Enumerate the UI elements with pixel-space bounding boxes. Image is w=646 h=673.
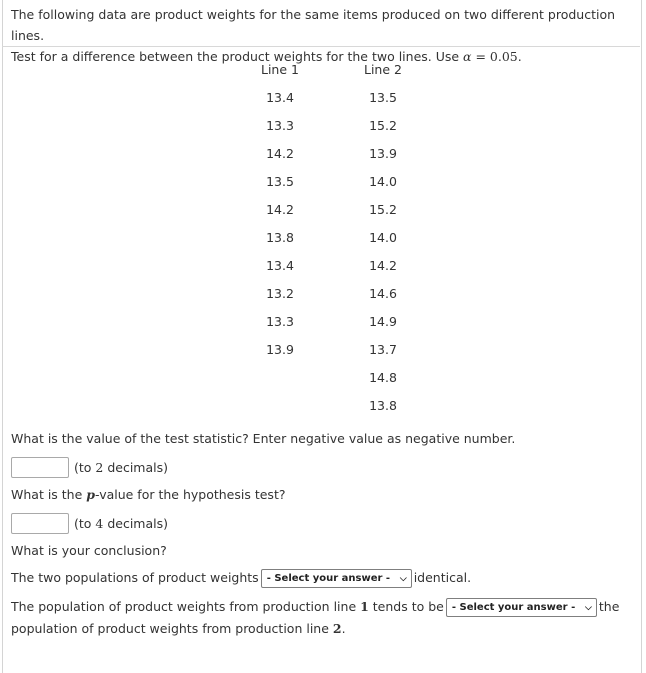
line-1-value: 14.2 bbox=[266, 202, 294, 217]
hint-decimals-count: 4 bbox=[95, 516, 104, 531]
conclusion-2-prefix: The population of product weights from production line bbox=[11, 599, 361, 614]
alpha-symbol: α bbox=[463, 49, 472, 64]
problem-statement bbox=[11, 4, 636, 67]
conclusion-1-select[interactable] bbox=[261, 569, 412, 588]
conclusion-1-suffix: identical. bbox=[413, 570, 472, 585]
p-symbol: p bbox=[86, 487, 96, 502]
hint-suffix: decimals) bbox=[103, 460, 169, 475]
intro-line-2-text: Test for a difference between the product weights for the two lines. Use bbox=[11, 49, 464, 64]
line-2-value: 14.0 bbox=[369, 174, 397, 189]
hint-prefix: (to bbox=[74, 460, 96, 475]
production-line-number-2: 2 bbox=[332, 621, 342, 636]
p-question-suffix: -value for the hypothesis test? bbox=[95, 487, 286, 502]
line-2-value: 13.5 bbox=[369, 90, 397, 105]
line-2-value: 14.6 bbox=[369, 286, 397, 301]
line-1-value: 13.3 bbox=[266, 118, 294, 133]
line-1-value: 14.2 bbox=[266, 146, 294, 161]
test-statistic-input[interactable] bbox=[11, 457, 69, 478]
production-line-number-1: 1 bbox=[360, 599, 369, 614]
test-statistic-answer-row bbox=[11, 457, 168, 478]
line-1-value: 13.5 bbox=[266, 174, 294, 189]
line-1-value: 13.4 bbox=[266, 258, 294, 273]
conclusion-1-select-value: - Select your answer - bbox=[266, 573, 391, 584]
line-2-value: 14.0 bbox=[369, 230, 397, 245]
conclusion-1-prefix: The two populations of product weights bbox=[11, 570, 259, 585]
line-1-value: 13.8 bbox=[266, 230, 294, 245]
conclusion-sentence-2 bbox=[11, 596, 636, 640]
line-2-value: 15.2 bbox=[369, 202, 397, 217]
line-2-value: 14.8 bbox=[369, 370, 397, 385]
line-2-value: 13.7 bbox=[369, 342, 397, 357]
column-header-line-2: Line 2 bbox=[364, 62, 402, 77]
test-statistic-hint bbox=[74, 460, 168, 475]
alpha-value: = 0.05 bbox=[471, 49, 518, 64]
conclusion-2-suffix: the bbox=[598, 599, 620, 614]
p-value-input[interactable] bbox=[11, 513, 69, 534]
line-2-value: 14.2 bbox=[369, 258, 397, 273]
line-2-value: 14.9 bbox=[369, 314, 397, 329]
p-value-answer-row bbox=[11, 513, 168, 534]
line-2-value: 13.8 bbox=[369, 398, 397, 413]
hint-suffix: decimals) bbox=[103, 516, 169, 531]
question-conclusion: What is your conclusion? bbox=[11, 543, 167, 558]
chevron-down-icon: ⌵ bbox=[399, 573, 407, 584]
p-question-prefix: What is the bbox=[11, 487, 87, 502]
conclusion-sentence-1 bbox=[11, 569, 471, 588]
line-1-value: 13.4 bbox=[266, 90, 294, 105]
question-p-value bbox=[11, 487, 285, 502]
conclusion-2-line2-suffix: . bbox=[341, 621, 346, 636]
intro-line-2-end: . bbox=[517, 49, 522, 64]
intro-line-1: The following data are product weights for the same items produced on two different production lines. bbox=[11, 7, 616, 43]
intro-divider bbox=[2, 46, 640, 47]
hint-decimals-count: 2 bbox=[95, 460, 104, 475]
chevron-down-icon: ⌵ bbox=[585, 602, 592, 613]
conclusion-2-mid: tends to be bbox=[368, 599, 444, 614]
p-value-hint bbox=[74, 516, 168, 531]
line-1-value: 13.2 bbox=[266, 286, 294, 301]
question-test-statistic: What is the value of the test statistic? Enter negative value as negative number. bbox=[11, 431, 516, 446]
conclusion-2-select-value: - Select your answer - bbox=[451, 601, 576, 613]
column-header-line-1: Line 1 bbox=[261, 62, 299, 77]
conclusion-2-select[interactable] bbox=[446, 598, 597, 617]
hint-prefix: (to bbox=[74, 516, 96, 531]
line-1-value: 13.9 bbox=[266, 342, 294, 357]
conclusion-2-line2-prefix: population of product weights from production line bbox=[11, 621, 333, 636]
line-1-value: 13.3 bbox=[266, 314, 294, 329]
line-2-value: 13.9 bbox=[369, 146, 397, 161]
line-2-value: 15.2 bbox=[369, 118, 397, 133]
